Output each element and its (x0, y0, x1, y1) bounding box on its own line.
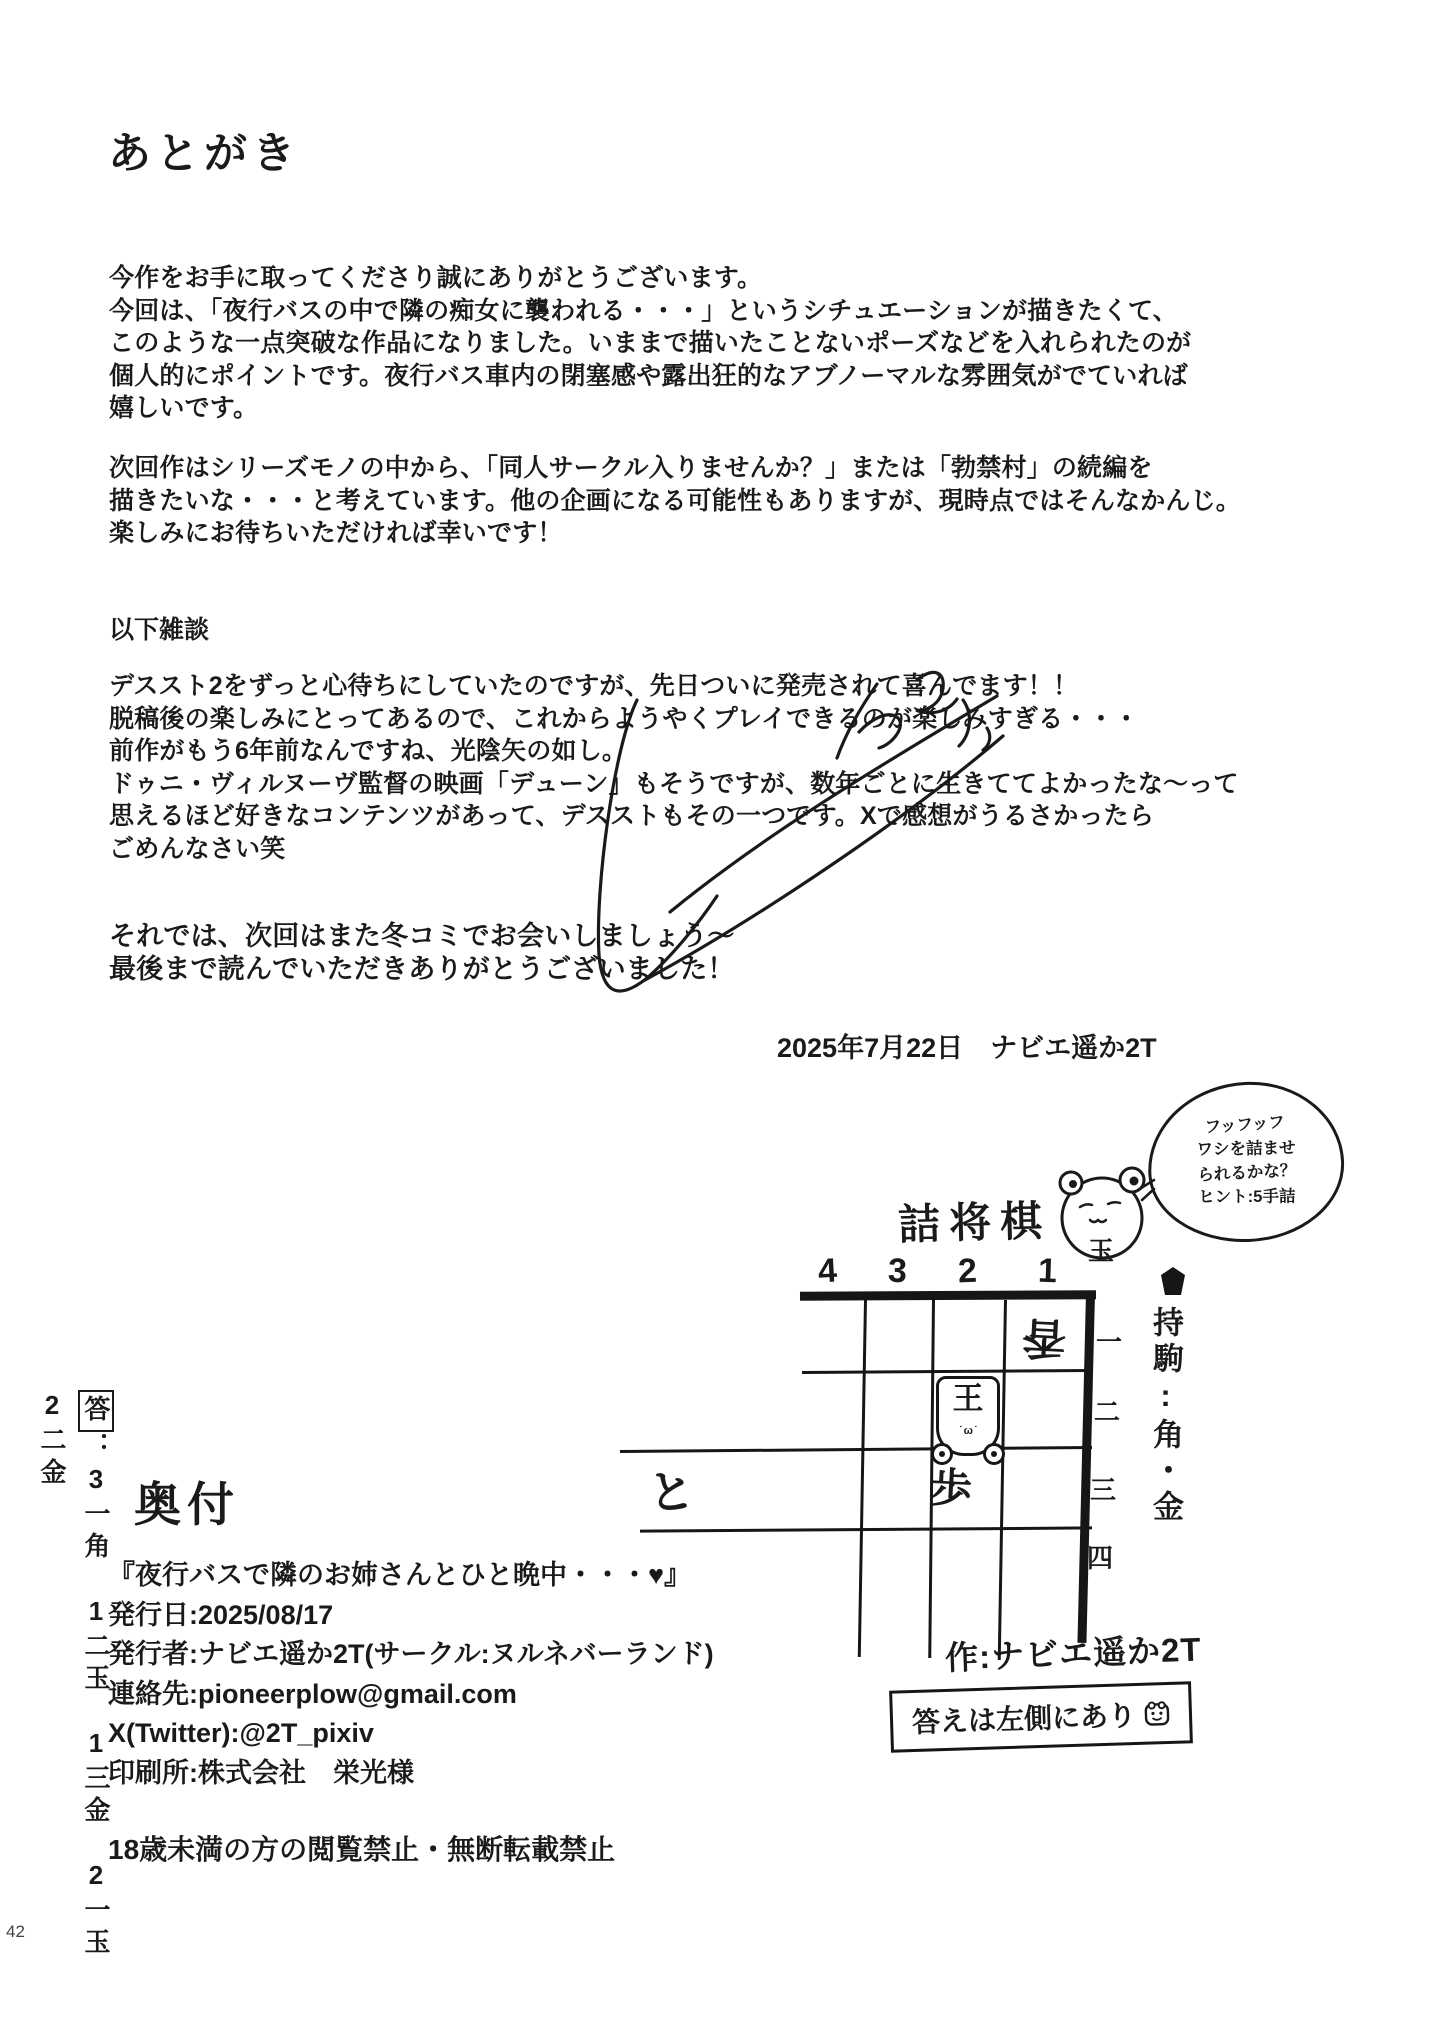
row-label: 三 (1090, 1475, 1117, 1505)
text-line: 楽しみにお待ちいただければ幸いです！ (109, 519, 563, 547)
piece-lance-inverted: 香 (1020, 1311, 1068, 1364)
text-line: 個人的にポイントです。夜行バス車内の閉塞感や露出狂的なアブノーマルな雰囲気がでていれば (109, 361, 1188, 390)
text-line: 嬉しいです。 (109, 394, 259, 422)
board-horizontal-line (640, 1526, 1092, 1532)
colophon-title: 奥付 (134, 1478, 240, 1531)
bubble-line: ヒント:5手詰 (1198, 1187, 1296, 1207)
publish-date: 発行日:2025/08/17 (108, 1599, 334, 1630)
row-label: 二 (1094, 1397, 1121, 1427)
board-vertical-line (858, 1300, 867, 1657)
book-title: 『夜行バスで隣のお姉さんとひと晩中・・・♥』 (108, 1560, 692, 1590)
text-line: ドゥニ・ヴィルヌーヴ監督の映画「デューン」もそうですが、数年ごとに生きててよかったな〜って (109, 769, 1239, 798)
contact-email: 連絡先:pioneerplow@gmail.com (108, 1678, 517, 1709)
column-label: 2 (957, 1251, 978, 1291)
bubble-line: フッフッフ (1204, 1113, 1286, 1137)
page-title: あとがき (108, 130, 300, 178)
text-line: 脱稿後の楽しみにとってあるので、これからようやくプレイできるのが楽しみすぎる・・・ (109, 704, 1139, 733)
text-line: 思えるほど好きなコンテンツがあって、デスストもその一つです。Xで感想がうるさかったら (109, 802, 1155, 830)
signature-doodle (575, 640, 1015, 1040)
board-column-labels (0, 1252, 1433, 1292)
board-horizontal-line (620, 1446, 1092, 1453)
row-label: 一 (1096, 1327, 1123, 1357)
column-label: 4 (816, 1251, 838, 1291)
board-right-border (1077, 1293, 1095, 1643)
frog-mouth-icon: ˙ω˙ (959, 1425, 979, 1437)
piece-king-frog (936, 1376, 1000, 1456)
text-line: 今回は、「夜行バスの中で隣の痴女に襲われる・・・」というシチュエーションが描きたくて、 (109, 296, 1178, 325)
answer-label-boxed: 答 (78, 1390, 114, 1432)
piece-pawn: 歩 (928, 1463, 974, 1514)
date-and-author: 2025年7月22日 ナビエ遥か2T (777, 1033, 1157, 1063)
publisher: 発行者:ナビエ遥か2T(サークル:ヌルネバーランド) (108, 1639, 714, 1669)
frog-speech-bubble (1145, 1079, 1346, 1246)
page-number: 42 (6, 1922, 25, 1941)
row-label: 四 (1087, 1543, 1114, 1573)
text-line: 次回作はシリーズモノの中から、「同人サークル入りませんか？」または「勃禁村」の続編を (109, 454, 1153, 482)
answer-moves: ：3一角 1二玉 1三金 2一玉 2二金 (37, 1390, 111, 1992)
signature-strokes (575, 640, 1015, 1040)
answer-location-note (889, 1681, 1193, 1752)
afterword-paragraph-1 (109, 262, 1191, 425)
text-line: 最後まで読んでいただきありがとうございました！ (109, 953, 735, 984)
frog-belly-char: 玉 (1088, 1236, 1115, 1266)
puzzle-author-note: 作:ナビエ遥か2T (944, 1630, 1203, 1677)
shogi-piece-icon (1158, 1266, 1188, 1301)
king-char: 王 (952, 1381, 984, 1416)
board-top-border (800, 1290, 1096, 1301)
column-label: 3 (887, 1251, 908, 1291)
colophon-block (108, 1556, 714, 1793)
puzzle-answer-column (30, 1390, 118, 2010)
speech-bubble-tail (1134, 1178, 1158, 1209)
text-line: それでは、次回はまた冬コミでお会いしましょう〜 (109, 921, 735, 951)
board-vertical-line (998, 1300, 1007, 1660)
piece-tokin: と (646, 1464, 697, 1520)
bubble-line: ワシを詰ませ (1195, 1139, 1296, 1159)
column-label: 1 (1037, 1251, 1058, 1291)
chat-section-label: 以下雑談 (109, 616, 210, 644)
bubble-line: られるかな？ (1196, 1161, 1297, 1185)
text-line: 描きたいな・・・と考えています。他の企画になる可能性もありますが、現時点ではそんなかんじ。 (109, 486, 1242, 515)
answer-note-text: 答えは左側にあり (911, 1700, 1137, 1739)
text-line: ごめんなさい笑 (109, 834, 286, 863)
age-warning: 18歳未満の方の閲覧禁止・無断転載禁止 (108, 1834, 616, 1865)
text-line: デススト2をずっと心待ちにしていたのですが、先日ついに発売されて喜んでます！！ (109, 672, 1079, 700)
tiny-frog-face-icon (1144, 1700, 1171, 1727)
text-line: 前作がもう6年前なんですね、光陰矢の如し。 (109, 737, 628, 765)
afterword-paragraph-2 (109, 452, 1241, 550)
pieces-in-hand-label: 持駒:角・金 (1148, 1306, 1183, 1526)
twitter-handle: X(Twitter):@2T_pixiv (108, 1718, 374, 1748)
text-line: このような一点突破な作品になりました。いままで描いたことないポーズなどを入れられたのが (109, 329, 1192, 357)
text-line: 今作をお手に取ってくださり誠にありがとうございます。 (109, 264, 763, 292)
frog-eye-icon (983, 1443, 1005, 1465)
printer: 印刷所:株式会社 栄光様 (108, 1757, 414, 1788)
tsume-shogi-label: 詰将棋 (897, 1197, 1052, 1248)
